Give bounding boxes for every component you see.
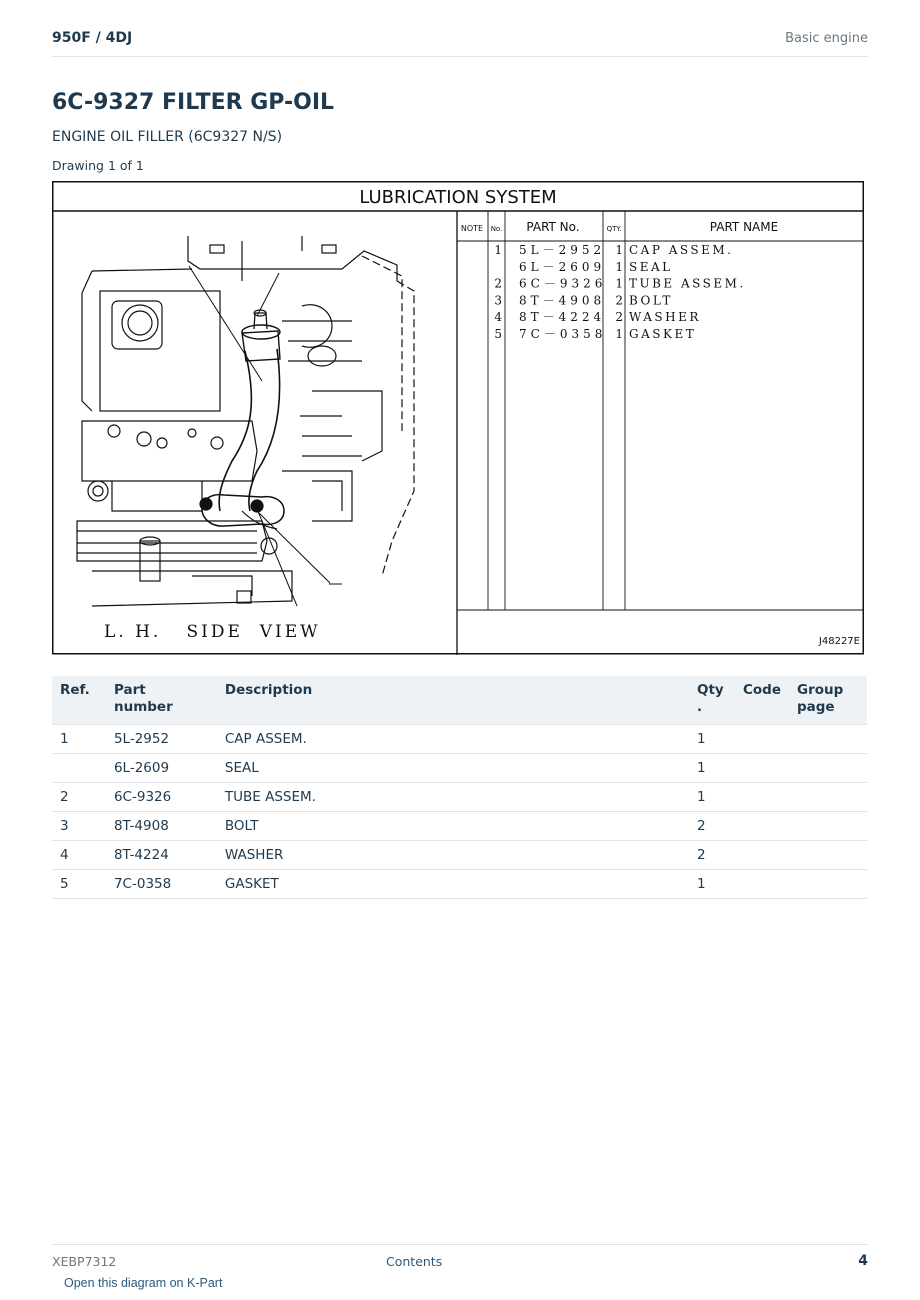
diagram-row-part-number: 8T－4224 — [519, 310, 606, 325]
kpart-link[interactable]: Open this diagram on K-Part — [64, 1276, 223, 1290]
diagram-row-part-number: 8T－4908 — [519, 293, 606, 308]
callout-number: 4 — [332, 576, 339, 589]
callout-number: 2 — [182, 253, 189, 266]
header-code: Code — [735, 676, 789, 725]
cell-group-page — [789, 725, 867, 754]
parts-table — [52, 676, 867, 899]
col-no: No. — [490, 225, 503, 233]
diagram-row-qty: 2 — [615, 293, 623, 308]
parts-diagram[interactable] — [52, 181, 865, 655]
diagram-row-part-name: WASHER — [629, 310, 701, 325]
diagram-row-qty: 1 — [615, 259, 623, 274]
callout-number: 1 — [278, 260, 285, 273]
header-qty: Qty . — [689, 676, 735, 725]
cell-part-number[interactable]: 6C-9326 — [106, 783, 217, 812]
cell-part-number[interactable]: 6L-2609 — [106, 754, 217, 783]
cell-group-page — [789, 754, 867, 783]
diagram-row-part-number: 6L－2609 — [519, 259, 606, 274]
col-part-name: PART NAME — [709, 220, 779, 234]
diagram-row-part-name: TUBE ASSEM. — [629, 276, 746, 291]
cell-description: TUBE ASSEM. — [217, 783, 689, 812]
table-row — [52, 812, 867, 841]
cell-code — [735, 754, 789, 783]
contents-link[interactable]: Contents — [386, 1254, 443, 1269]
cell-group-page — [789, 812, 867, 841]
diagram-callouts — [182, 253, 351, 614]
cell-description: SEAL — [217, 754, 689, 783]
header-group-page: Group page — [789, 676, 867, 725]
cell-part-number[interactable]: 8T-4908 — [106, 812, 217, 841]
diagram-row-part-number: 5L－2952 — [519, 243, 606, 257]
table-row — [52, 783, 867, 812]
diagram-row-qty: 1 — [615, 327, 623, 341]
cell-ref: 1 — [52, 725, 106, 754]
cell-qty: 1 — [689, 754, 735, 783]
section-label: Basic engine — [785, 31, 868, 46]
page-header — [52, 28, 868, 57]
cell-code — [735, 783, 789, 812]
cell-ref: 4 — [52, 841, 106, 870]
diagram-row-qty: 1 — [615, 276, 623, 291]
cell-qty: 1 — [689, 783, 735, 812]
header-ref: Ref. — [52, 676, 106, 725]
diagram-row-part-name: CAP ASSEM. — [629, 243, 734, 257]
cell-code — [735, 870, 789, 899]
cell-code — [735, 725, 789, 754]
diagram-row-no: 5 — [494, 327, 502, 341]
cell-description: BOLT — [217, 812, 689, 841]
cell-description: CAP ASSEM. — [217, 725, 689, 754]
header-part-number: Part number — [106, 676, 217, 725]
cell-part-number[interactable]: 5L-2952 — [106, 725, 217, 754]
page-number: 4 — [858, 1253, 868, 1269]
callout-number: 5 — [344, 577, 351, 590]
page-footer — [52, 1244, 868, 1275]
cell-code — [735, 841, 789, 870]
drawing-ref-code: J48227E — [818, 636, 860, 647]
diagram-row-part-number: 7C－0358 — [519, 327, 607, 341]
diagram-row-no: 3 — [494, 293, 502, 308]
table-row — [52, 725, 867, 754]
cell-ref: 3 — [52, 812, 106, 841]
cell-group-page — [789, 783, 867, 812]
diagram-row-no: 2 — [494, 276, 502, 291]
cell-qty: 1 — [689, 870, 735, 899]
cell-part-number[interactable]: 7C-0358 — [106, 870, 217, 899]
engine-drawing — [77, 236, 414, 606]
document-id: XEBP7312 — [52, 1254, 117, 1269]
col-part-no: PART No. — [526, 220, 580, 234]
col-qty: QTY. — [606, 225, 622, 233]
model-label: 950F / 4DJ — [52, 30, 133, 46]
table-row — [52, 754, 867, 783]
diagram-row-qty: 2 — [615, 310, 623, 325]
cell-qty: 2 — [689, 812, 735, 841]
diagram-row-part-name: GASKET — [629, 327, 697, 341]
diagram-row-part-name: SEAL — [629, 259, 673, 274]
callout-number: 3 — [298, 601, 305, 614]
diagram-row-part-number: 6C－9326 — [519, 276, 607, 291]
cell-ref: 2 — [52, 783, 106, 812]
parts-table-header — [52, 676, 867, 725]
table-row — [52, 870, 867, 899]
header-description: Description — [217, 676, 689, 725]
diagram-row-no: 1 — [494, 243, 502, 257]
cell-code — [735, 812, 789, 841]
diagram-heading: LUBRICATION SYSTEM — [359, 187, 557, 208]
cell-part-number[interactable]: 8T-4224 — [106, 841, 217, 870]
col-note: NOTE — [460, 224, 484, 233]
drawing-counter: Drawing 1 of 1 — [52, 158, 144, 173]
cell-description: GASKET — [217, 870, 689, 899]
cell-ref: 5 — [52, 870, 106, 899]
cell-qty: 2 — [689, 841, 735, 870]
diagram-row-part-name: BOLT — [629, 293, 673, 308]
page-title: 6C-9327 FILTER GP-OIL — [52, 90, 335, 115]
diagram-frame — [53, 182, 864, 654]
page-subtitle: ENGINE OIL FILLER (6C9327 N/S) — [52, 129, 283, 145]
cell-qty: 1 — [689, 725, 735, 754]
cell-ref — [52, 754, 106, 783]
diagram-row-no: 4 — [494, 310, 502, 325]
cell-group-page — [789, 841, 867, 870]
diagram-row-qty: 1 — [615, 243, 623, 257]
table-row — [52, 841, 867, 870]
cell-description: WASHER — [217, 841, 689, 870]
cell-group-page — [789, 870, 867, 899]
view-label: L. H. SIDE VIEW — [104, 622, 321, 642]
